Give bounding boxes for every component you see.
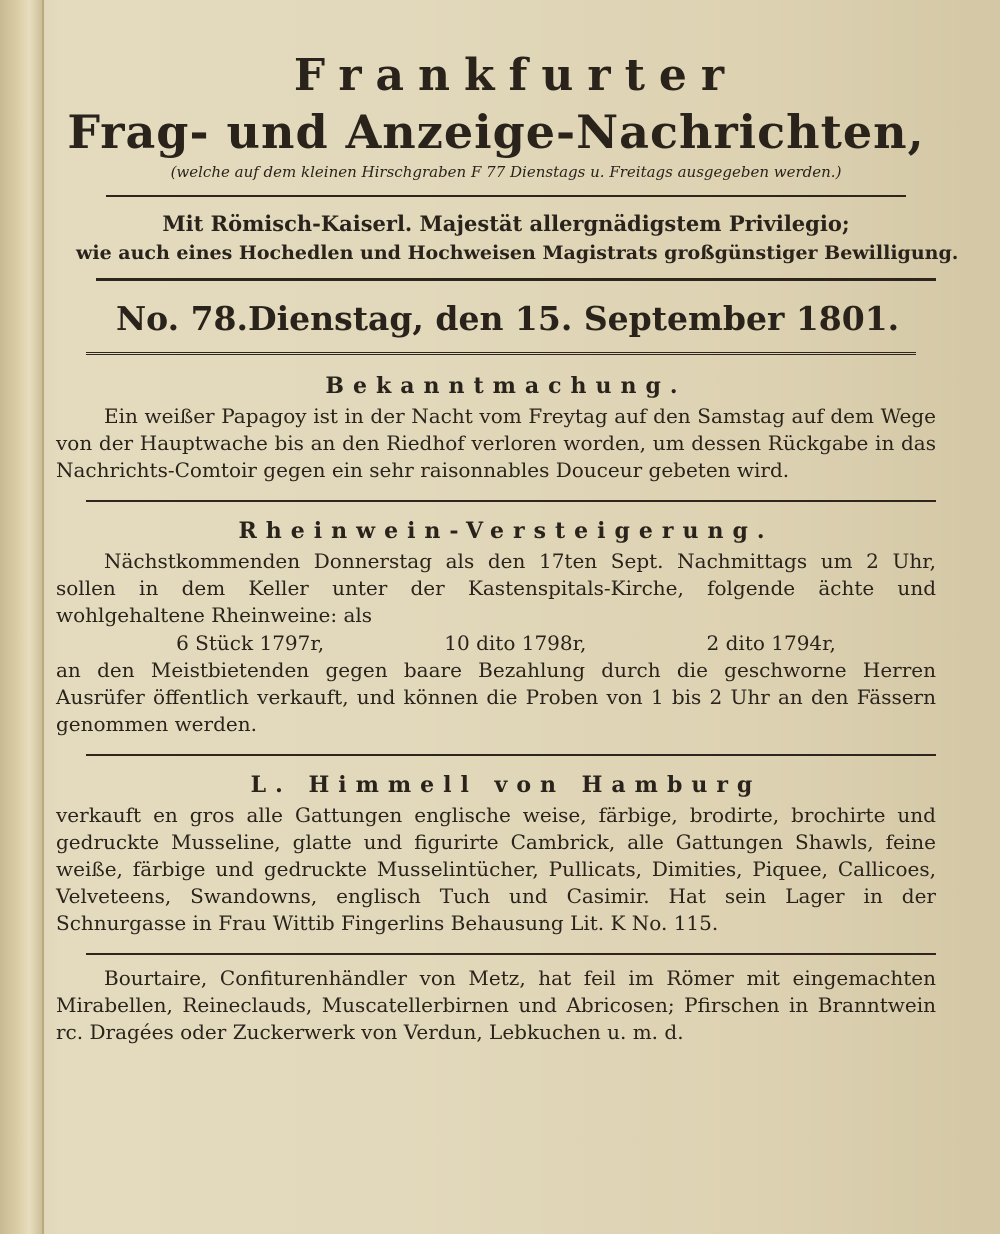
section-divider <box>86 500 936 502</box>
divider-rule-double <box>86 352 916 357</box>
section-title: Rheinwein-Versteigerung. <box>238 518 774 544</box>
section-divider <box>86 953 936 955</box>
privilege-line-1: Mit Römisch-Kaiserl. Majestät allergnädigstem Privilegio; <box>162 211 850 236</box>
section-text: an den Meistbietenden gegen baare Bezahlung durch die geschworne Herren Ausrüfer öffentlich verkauft, und können die Proben von 1 bis 2 Uhr an den Fässern genommen werden. <box>56 658 936 736</box>
divider-rule <box>106 195 906 197</box>
issue-date: Dienstag, den 15. September 1801. <box>247 299 900 338</box>
wine-list <box>116 631 896 655</box>
newspaper-page <box>56 40 959 1046</box>
masthead-city: Frankfurter <box>293 50 739 101</box>
issue-number: No. 78. <box>116 299 248 338</box>
privilege-line-2: wie auch eines Hochedlen und Hochweisen Magistrats großgünstiger Bewilligung. <box>76 242 959 264</box>
issue-line <box>116 299 900 338</box>
page-fold-edge <box>0 0 44 1234</box>
section-title: Bekanntmachung. <box>325 373 687 399</box>
section-announcement <box>56 373 936 484</box>
section-himmell <box>56 772 936 937</box>
section-bourtaire <box>56 965 936 1046</box>
section-wine-auction <box>56 518 936 738</box>
section-text: Ein weißer Papagoy ist in der Nacht vom Freytag auf den Samstag auf dem Wege von der Hauptwache bis an den Riedhof verloren worden, um dessen Rückgabe in das Nachrichts-Comtoir gegen ein sehr raisonnables Douceur gebeten wird. <box>56 404 936 482</box>
section-title: L. Himmell von Hamburg <box>250 772 762 798</box>
wine-item: 10 dito 1798r, <box>444 631 587 655</box>
section-divider <box>86 754 936 756</box>
section-text: Nächstkommenden Donnerstag als den 17ten Sept. Nachmittags um 2 Uhr, sollen in dem Keller unter der Kastenspitals-Kirche, folgende ächte und wohlgehaltene Rheinweine: als <box>56 549 936 627</box>
wine-item: 6 Stück 1797r, <box>176 631 325 655</box>
masthead-title: Frag- und Anzeige-Nachrichten, <box>67 105 925 159</box>
divider-rule-thick <box>96 278 936 281</box>
masthead-subtitle: (welche auf dem kleinen Hirschgraben F 77 Dienstags u. Freitags ausgegeben werden.) <box>170 163 842 181</box>
section-text: Bourtaire, Confiturenhändler von Metz, hat feil im Römer mit eingemachten Mirabellen, Reineclauds, Muscatellerbirnen und Abricosen; Pfirschen in Branntwein rc. Dragées oder Zuckerwerk von Verdun, Lebkuchen u. m. d. <box>56 966 936 1044</box>
section-text: verkauft en gros alle Gattungen englische weise, färbige, brodirte, brochirte und gedruckte Musseline, glatte und figurirte Cambrick, alle Gattungen Shawls, feine weiße, färbige und gedruckte Musselintücher, Pullicats, Dimities, Piquee, Callicoes, Velveteens, Swandowns, englisch Tuch und Casimir. Hat sein Lager in der Schnurgasse in Frau Wittib Fingerlins Behausung Lit. K No. 115. <box>56 803 936 935</box>
wine-item: 2 dito 1794r, <box>706 631 836 655</box>
